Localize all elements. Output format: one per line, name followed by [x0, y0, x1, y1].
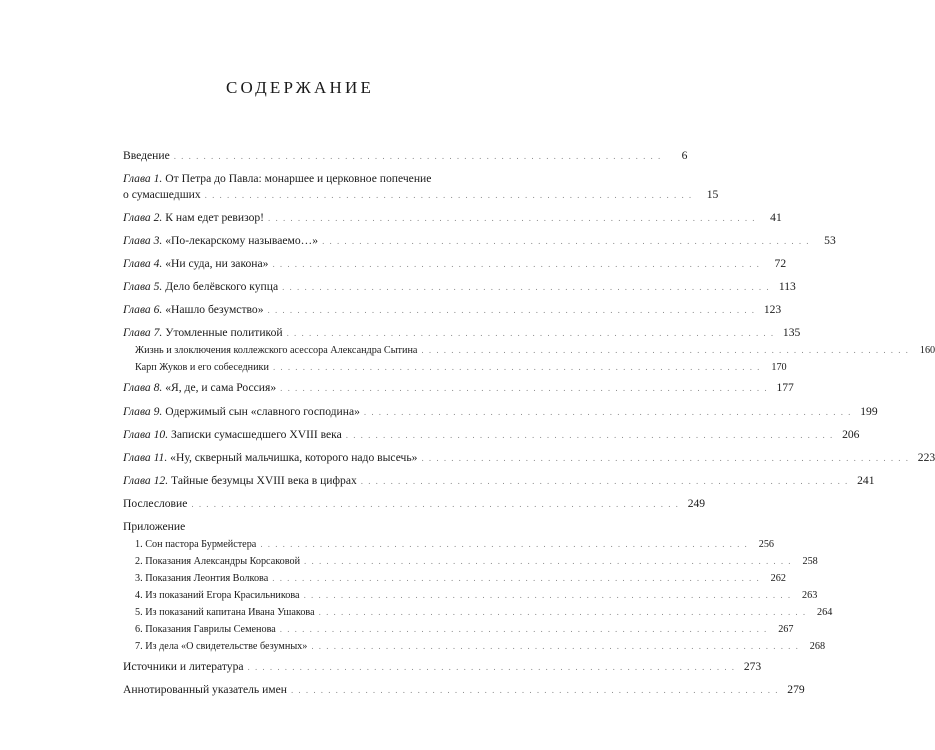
page-number: 72: [774, 257, 787, 270]
chapter-title: «Ни суда, ни закона»: [165, 257, 269, 270]
dot-leader: ..................................................................: [286, 328, 779, 338]
toc-entry-chapter-5[interactable]: [123, 279, 796, 295]
chapter-prefix: Глава 8.: [123, 381, 163, 394]
page-number: 170: [771, 362, 787, 373]
toc-entry-intro[interactable]: [123, 148, 688, 164]
chapter-title: «Нашло безумство»: [165, 303, 264, 316]
entry-label: Введение: [123, 149, 170, 162]
chapter-title: Тайные безумцы XVIII века в цифрах: [171, 474, 357, 487]
dot-leader: ..................................................................: [360, 476, 853, 486]
page-number: 15: [706, 188, 719, 201]
page-number: 113: [778, 280, 796, 293]
page-number: 206: [842, 428, 860, 441]
dot-leader: ..................................................................: [363, 407, 856, 417]
appendix-item-title: 7. Из дела «О свидетельстве безумных»: [135, 641, 308, 652]
chapter-prefix: Глава 5.: [123, 280, 163, 293]
entry-label: Приложение: [123, 520, 186, 533]
dot-leader: ..................................................................: [304, 556, 796, 566]
dot-leader: ..................................................................: [173, 151, 666, 161]
chapter-title: «Ну, скверный мальчишка, которого надо высечь»: [170, 451, 418, 464]
appendix-item-title: 3. Показания Леонтия Волкова: [135, 573, 269, 584]
dot-leader: ..................................................................: [247, 662, 740, 672]
page-number: 264: [817, 607, 833, 618]
dot-leader: ..................................................................: [272, 573, 764, 583]
appendix-item-title: 5. Из показаний капитана Ивана Ушакова: [135, 607, 315, 618]
appendix-item-title: 4. Из показаний Егора Красильникова: [135, 590, 300, 601]
dot-leader: ..................................................................: [303, 590, 796, 600]
toc-entry-chapter-12[interactable]: [123, 473, 875, 489]
toc-entry-chapter-6[interactable]: [123, 302, 782, 318]
dot-leader: ..................................................................: [282, 282, 774, 292]
chapter-prefix: Глава 6.: [123, 303, 163, 316]
toc-entry-sources[interactable]: [123, 659, 762, 675]
page-number: 273: [743, 660, 762, 673]
toc-subentry-zhukov[interactable]: [123, 359, 787, 376]
page-number: 279: [787, 683, 805, 696]
dot-leader: ..................................................................: [279, 624, 772, 634]
entry-label: Аннотированный указатель имен: [123, 683, 287, 696]
page-number: 268: [809, 641, 826, 652]
toc-entry-chapter-11[interactable]: [123, 450, 935, 466]
page-number: 263: [802, 590, 818, 601]
chapter-title-line1: От Петра до Павла: монаршее и церковное попечение: [165, 172, 432, 185]
dot-leader: ..................................................................: [290, 685, 783, 695]
page-number: 223: [917, 451, 935, 464]
appendix-item-title: 1. Сон пастора Бурмейстера: [135, 539, 257, 550]
toc-entry-chapter-2[interactable]: [123, 210, 782, 226]
chapter-title: «По-лекарскому называемо…»: [165, 234, 319, 247]
toc-appendix-item[interactable]: [123, 587, 818, 604]
page-number: 199: [860, 405, 878, 418]
dot-leader: ..................................................................: [345, 430, 838, 440]
chapter-prefix: Глава 3.: [123, 234, 163, 247]
chapter-title: Одержимый сын «славного господина»: [165, 405, 360, 418]
chapter-prefix: Глава 7.: [123, 326, 163, 339]
chapter-prefix: Глава 2.: [123, 211, 163, 224]
dot-leader: ..................................................................: [311, 641, 804, 651]
dot-leader: ..................................................................: [272, 259, 765, 269]
table-of-contents: [123, 0, 935, 750]
toc-entry-chapter-3[interactable]: [123, 233, 836, 249]
page-number: 41: [770, 211, 782, 224]
page-number: 135: [782, 326, 801, 339]
chapter-title-line2: о сумасшедших: [123, 188, 201, 201]
dot-leader: ..................................................................: [260, 539, 753, 549]
page-number: 53: [824, 234, 836, 247]
toc-entry-chapter-4[interactable]: [123, 256, 787, 272]
chapter-prefix: Глава 9.: [123, 405, 163, 418]
page-number: 123: [763, 303, 782, 316]
toc-appendix-item[interactable]: [123, 536, 775, 553]
toc-entry-index[interactable]: [123, 682, 805, 698]
chapter-prefix: Глава 1.: [123, 172, 163, 185]
appendix-item-title: 6. Показания Гаврилы Семенова: [135, 624, 276, 635]
toc-entry-chapter-9[interactable]: [123, 404, 878, 420]
page-number: 258: [802, 556, 818, 567]
chapter-prefix: Глава 12.: [123, 474, 169, 487]
page-number: 6: [681, 149, 688, 162]
page-number: 267: [778, 624, 794, 635]
chapter-prefix: Глава 11.: [123, 451, 168, 464]
toc-entry-chapter-10[interactable]: [123, 427, 860, 443]
toc-entry-appendix[interactable]: [123, 519, 496, 535]
page-number: 262: [770, 573, 786, 584]
chapter-prefix: Глава 10.: [123, 428, 169, 441]
dot-leader: ..................................................................: [280, 383, 772, 393]
chapter-title: «Я, де, и сама Россия»: [165, 381, 277, 394]
dot-leader: ..................................................................: [272, 362, 765, 372]
page-number: 256: [758, 539, 775, 550]
toc-entry-chapter-8[interactable]: [123, 380, 794, 396]
toc-appendix-item[interactable]: [123, 570, 786, 587]
toc-subentry-sytin[interactable]: [123, 342, 935, 359]
chapter-title: Записки сумасшедшего XVIII века: [171, 428, 342, 441]
dot-leader: ..................................................................: [421, 345, 914, 355]
chapter-prefix: Глава 4.: [123, 257, 163, 270]
subsection-title: Карп Жуков и его собеседники: [135, 362, 269, 373]
page-number: 177: [776, 381, 794, 394]
toc-appendix-item[interactable]: [123, 621, 794, 638]
dot-leader: ..................................................................: [267, 305, 760, 315]
dot-leader: ..................................................................: [318, 607, 811, 617]
page-number: 160: [919, 345, 935, 356]
toc-entry-chapter-7[interactable]: [123, 325, 801, 341]
entry-label: Источники и литература: [123, 660, 244, 673]
page-title: СОДЕРЖАНИЕ: [225, 78, 375, 97]
dot-leader: ..................................................................: [268, 213, 760, 223]
page-number: 241: [857, 474, 875, 487]
chapter-title: Дело белёвского купца: [165, 280, 279, 293]
appendix-item-title: 2. Показания Александры Корсаковой: [135, 556, 301, 567]
toc-appendix-item[interactable]: [123, 553, 818, 570]
dot-leader: ..................................................................: [322, 236, 814, 246]
toc-entry-afterword[interactable]: [123, 496, 706, 512]
chapter-title: Утомленные политикой: [165, 326, 283, 339]
toc-appendix-item[interactable]: [123, 638, 826, 655]
subsection-title: Жизнь и злоключения коллежского асессора Александра Сытина: [135, 345, 418, 356]
toc-appendix-item[interactable]: [123, 604, 833, 621]
dot-leader: ..................................................................: [191, 499, 684, 509]
toc-entry-chapter-1[interactable]: [123, 171, 719, 203]
chapter-title: К нам едет ревизор!: [165, 211, 265, 224]
page-number: 249: [687, 497, 706, 510]
dot-leader: ..................................................................: [421, 453, 914, 463]
entry-label: Послесловие: [123, 497, 188, 510]
dot-leader: ..................................................................: [204, 190, 697, 200]
